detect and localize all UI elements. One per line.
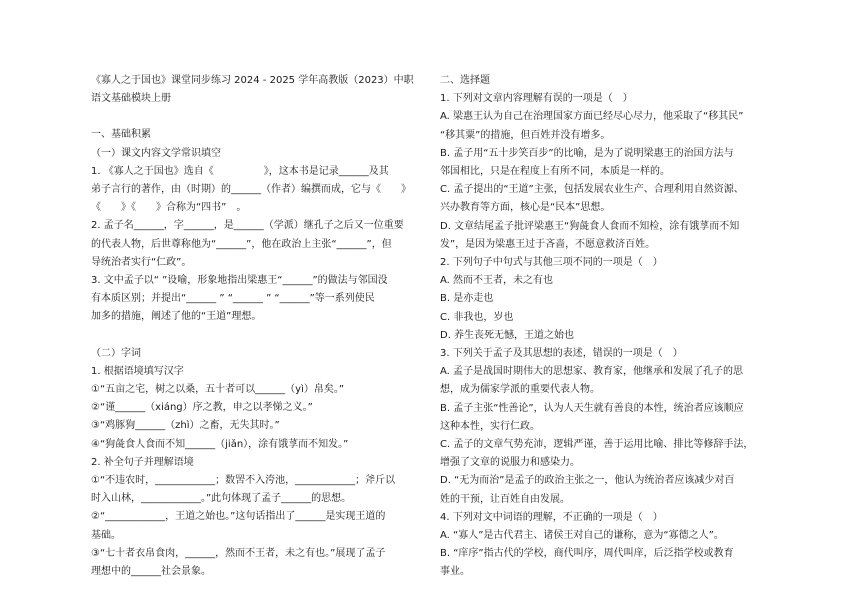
left-text-line: 理想中的______社会景象。 xyxy=(91,566,211,578)
right-text-line: 3. 下列关于孟子及其思想的表述，错误的一项是（ ） xyxy=(440,348,683,360)
right-text-line: B. 孟子主张“性善论”，认为人天生就有善良的本性，统治者应该顺应 xyxy=(440,402,744,414)
left-text-line: 弟子言行的著作，由（时期）的______（作者）编撰而成，它与《 》 xyxy=(91,184,411,196)
left-text-line: 1. 根据语境填写汉字 xyxy=(91,365,184,377)
left-text-line: ②“____________，王道之始也。”这句话指出了______是实现王道的 xyxy=(91,511,386,523)
right-text-line: 二、选择题 xyxy=(440,75,490,86)
right-text-line: 4. 下列对文中词语的理解，不正确的一项是（ ） xyxy=(440,511,663,523)
right-text-line: B. “庠序”指古代的学校，商代叫序，周代叫庠，后泛指学校或教育 xyxy=(440,548,734,560)
right-column xyxy=(440,72,775,582)
right-text-line: 姓的干预，让百姓自由发展。 xyxy=(440,493,570,505)
left-text-line: ③“七十者衣帛食肉，______，然而不王者，未之有也。”展现了孟子 xyxy=(91,547,386,559)
right-text-line: C. 非我也，岁也 xyxy=(440,311,514,323)
right-text-line: 1. 下列对文章内容理解有误的一项是（ ） xyxy=(440,93,633,105)
left-text-line: 《寡人之于国也》课堂同步练习 2024 - 2025 学年高教版（2023）中职 xyxy=(91,75,414,86)
left-text-line: 《 》《 》合称为“四书” 。 xyxy=(91,202,247,214)
right-text-line: 想，成为儒家学派的重要代表人物。 xyxy=(440,384,600,396)
left-text-line: ④“狗彘食人食而不知______（jiǎn），涂有饿莩而不知发。” xyxy=(91,438,349,450)
right-text-line: B. 孟子用“五十步笑百步”的比喻，是为了说明梁惠王的治国方法与 xyxy=(440,147,734,159)
left-text-line: ②“谨______（xiáng）序之教，申之以孝悌之义。” xyxy=(91,402,313,414)
left-text-line: 2. 补全句子并理解语境 xyxy=(91,456,194,468)
right-text-line: A. 梁惠王认为自己在治理国家方面已经尽心尽力，他采取了“移其民” xyxy=(440,111,744,123)
left-text-line: 时入山林，____________。”此句体现了孟子______的思想。 xyxy=(91,493,352,505)
left-text-line: （二）字词 xyxy=(91,347,141,359)
left-text-line: 有本质区别；并提出“______ ” “______ ” “______”等一系列使民 xyxy=(91,293,375,305)
left-text-line: 一、基础积累 xyxy=(91,129,151,141)
right-text-line: 2. 下列句子中句式与其他三项不同的一项是（ ） xyxy=(440,257,663,269)
left-text-line xyxy=(91,327,421,345)
left-text-line: ①“不违农时，____________；数罟不入洿池，____________；斧斤以 xyxy=(91,475,396,487)
right-text-line: A. 然而不王者，未之有也 xyxy=(440,275,554,287)
left-text-line: ③“鸡豚狗______（zhì）之畜，无失其时。” xyxy=(91,420,280,432)
right-text-line: “移其粟”的措施，但百姓并没有增多。 xyxy=(440,129,611,141)
left-text-line: （一）课文内容文学常识填空 xyxy=(91,147,221,159)
right-text-line: D. 文章结尾孟子批评梁惠王“狗彘食人食而不知检，涂有饿莩而不知 xyxy=(440,220,740,232)
left-text-line: 1. 《寡人之于国也》选自《 》，这本书是记录______及其 xyxy=(91,165,389,177)
left-text-line: 导统治者实行“仁政”。 xyxy=(91,256,192,268)
left-text-line: 加多的措施，阐述了他的“王道”理想。 xyxy=(91,311,262,323)
right-text-line: D. 养生丧死无憾，王道之始也 xyxy=(440,329,575,341)
right-text-line: C. 孟子提出的“王道”主张，包括发展农业生产、合理利用自然资源、 xyxy=(440,184,744,196)
left-column xyxy=(91,72,421,581)
right-text-line: 发”，是因为梁惠王过于吝啬，不愿意救济百姓。 xyxy=(440,238,656,250)
left-text-line: 基础。 xyxy=(91,529,121,541)
right-text-line: 这种本性，实行仁政。 xyxy=(440,420,540,432)
right-text-line: C. 孟子的文章气势充沛，逻辑严谨，善于运用比喻、排比等修辞手法， xyxy=(440,439,754,451)
left-text-line: 语文基础模块上册 xyxy=(91,93,171,105)
left-text-line: 的代表人物，后世尊称他为“______”，他在政治上主张“______”，但 xyxy=(91,238,392,250)
left-text-line: ①“五亩之宅，树之以桑，五十者可以______（yì）帛矣。” xyxy=(91,384,345,396)
right-text-line: 增强了文章的说服力和感染力。 xyxy=(440,457,580,469)
left-text-line xyxy=(91,108,421,126)
left-text-line: 3. 文中孟子以“ ”设喻，形象地指出梁惠王“______”的做法与邻国没 xyxy=(91,275,388,287)
right-text-line: A. “寡人”是古代君主、诸侯王对自己的谦称，意为“寡德之人”。 xyxy=(440,530,724,542)
right-text-line: B. 是亦走也 xyxy=(440,293,494,305)
right-text-line: 邻国相比，只是在程度上有所不同，本质是一样的。 xyxy=(440,166,670,178)
right-text-line: 事业。 xyxy=(440,566,470,578)
left-text-line: 2. 孟子名______，字______，是______（学派）继孔子之后又一位重要 xyxy=(91,220,404,232)
right-text-line: 兴办教育等方面，核心是“民本”思想。 xyxy=(440,202,611,214)
right-text-line: D. “无为而治”是孟子的政治主张之一，他认为统治者应该减少对百 xyxy=(440,475,735,487)
right-text-line: A. 孟子是战国时期伟大的思想家、教育家，他继承和发展了孔子的思 xyxy=(440,366,744,378)
